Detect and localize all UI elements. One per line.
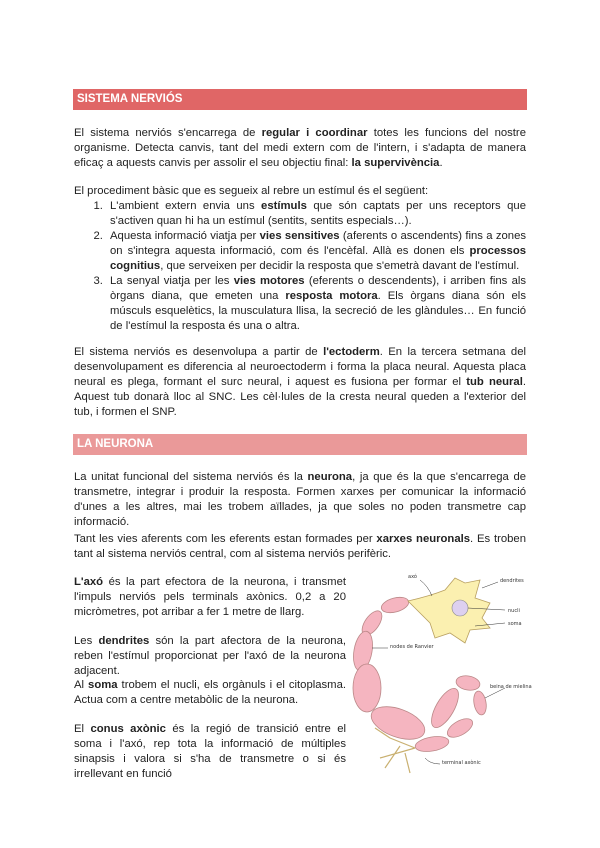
text: totes les funcions del nostre organisme. Detecta canvis, tant del medi extern com de l'intern, i s'adapta de manera eficaç a aquests canvis per assolir el seu objectiu final: (74, 127, 526, 169)
text: El procediment bàsic que es segueix al rebre un estímul és el següent: (74, 185, 429, 197)
paragraph-procediment (74, 184, 526, 334)
steps-list (74, 199, 526, 334)
label-nucli: nucli (508, 608, 520, 614)
text: . (439, 157, 443, 169)
list-item: 3. La senyal viatja per les vies motores (eferents o descendents), i arriben fins als òrgans diana, que emeten una resposta motora. Els òrgans diana són els músculs esquelètics, la musculatura llisa, la secreció de les glàndules… En funció de l'estímul la resposta és una o altra. (106, 274, 526, 334)
label-axo: axó (408, 574, 417, 580)
neuron-diagram (350, 568, 540, 778)
paragraph-neurona: La unitat funcional del sistema nerviós és la neurona, ja que és la que s'encarrega de transmetre, integrar i produir la resposta. Formen xarxes per comunicar la informació d'unes a les altres, mai les trobem aïllades, ja que soles no poden transmetre cap informació. (74, 471, 527, 528)
bold-text: regular i coordinar (261, 127, 368, 139)
nucleus (452, 600, 468, 616)
label-dendrites: dendrites (500, 578, 524, 584)
label-terminal-axonic: terminal axònic (442, 760, 481, 766)
soma-shape (408, 578, 490, 643)
label-soma: soma (508, 621, 522, 627)
paragraph-soma: Al soma trobem el nucli, els orgànuls i el citoplasma. Actua com a centre metabòlic de la neurona. (74, 679, 347, 706)
paragraph-conus: El conus axònic és la regió de transició entre el soma i l'axó, rep tota la informació de múltiples sinapsis i valora si s'ha de transmetre o si és irrellevant en funció (74, 723, 346, 780)
paragraph-axo: L'axó és la part efectora de la neurona, i transmet l'impuls nerviós pels terminals axònics. 0,2 a 20 micròmetres, pot arribar a fer 1 metre de llarg. (74, 576, 346, 618)
section-header-sistema-nervios (73, 89, 527, 110)
label-beina-mielina: beina de mielina (490, 684, 532, 690)
section-title: SISTEMA NERVIÓS (77, 93, 183, 105)
list-item: 2. Aquesta informació viatja per vies sensitives (aferents o ascendents) fins a zones on s'integra aquesta informació, com és l'encèfal. Allà es donen els processos cognitius, que serveixen per decidir la resposta que s'emetrà davant de l'estímul. (106, 229, 526, 274)
section-title: LA NEURONA (77, 438, 154, 450)
list-item: 1. L'ambient extern envia uns estímuls que són captats per uns receptors que s'activen quan hi ha un estímul (sentits, sentits especials…). (106, 199, 526, 229)
paragraph-dendrites: Les dendrites són la part afectora de la neurona, reben l'estímul proporcionat per l'axó de la neurona adjacent. (74, 635, 347, 677)
bold-text: la supervivència (351, 157, 440, 169)
paragraph-ectoderm: El sistema nerviós es desenvolupa a partir de l'ectoderm. En la tercera setmana del desenvolupament es diferencia al neuroectoderm i forma la placa neural. Aquesta placa neural es plega, formant el surc neural, i aquest es fusiona per formar el tub neural. Aquest tub donarà lloc al SNC. Les cèl·lules de la cresta neural queden a l'exterior del tub, i formen el SNP. (74, 346, 526, 418)
section-header-la-neurona (73, 434, 527, 455)
paragraph-intro (74, 126, 526, 171)
label-nodes-ranvier: nodes de Ranvier (390, 644, 434, 650)
paragraph-xarxes: Tant les vies aferents com les eferents estan formades per xarxes neuronals. Es troben tant al sistema nerviós central, com al sistema nerviós perifèric. (74, 533, 526, 560)
text: El sistema nerviós s'encarrega de (74, 127, 262, 139)
